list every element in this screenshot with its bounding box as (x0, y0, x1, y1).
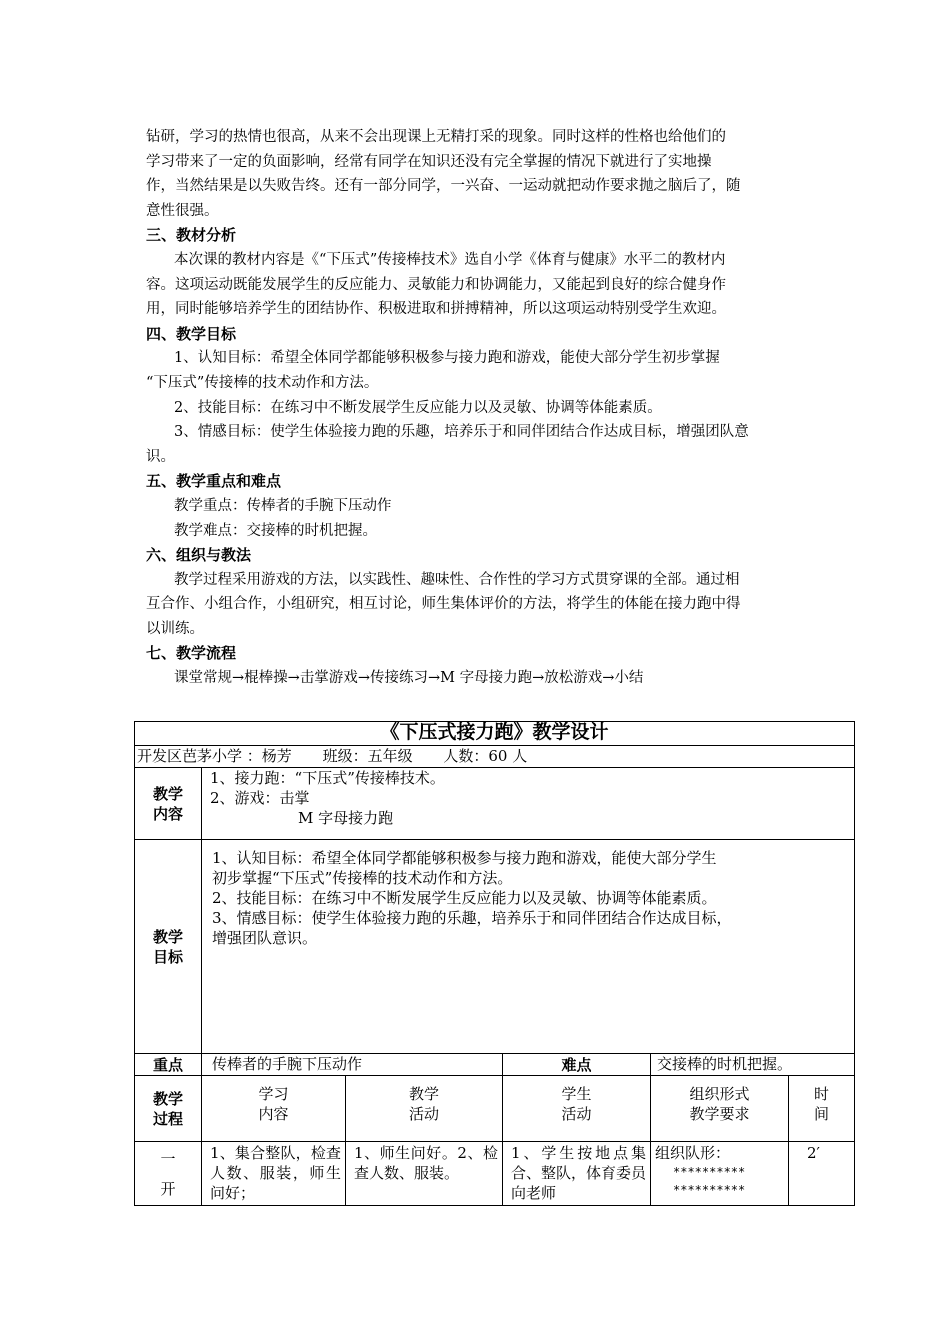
flow-step: 放松游戏 (544, 670, 603, 687)
section-heading: 五、教学重点和难点 (146, 472, 282, 491)
flow-step: 棍棒操 (244, 670, 288, 687)
section-heading: 四、教学目标 (146, 324, 237, 343)
arrow-icon: → (232, 670, 245, 687)
goal-line: 增强团队意识。 (212, 929, 318, 947)
section6-line: 以训练。 (146, 620, 204, 637)
flow-step: 击掌游戏 (299, 670, 358, 687)
arrow-icon: → (532, 670, 545, 687)
content-line: 2、游戏：击掌 (210, 789, 310, 807)
section6-line: 教学过程采用游戏的方法，以实践性、趣味性、合作性的学习方式贯穿课的全部。通过相 (174, 571, 740, 588)
formation-row: ********** (673, 1165, 746, 1179)
teaching-flow (146, 666, 812, 691)
content-cell (202, 768, 855, 840)
row1-organization (651, 1142, 789, 1206)
difficulty-value: 交接棒的时机把握。 (651, 1054, 855, 1076)
process-label: 教学过程 (135, 1076, 202, 1142)
header-time: 时间 (789, 1076, 855, 1142)
section3-line: 本次课的教材内容是《“下压式”传接棒技术》选自小学《体育与健康》水平二的教材内 (174, 251, 726, 268)
stage-cell: 一 开 (135, 1142, 202, 1206)
count-info: 人数：60 人 (443, 747, 528, 765)
content-label: 教学内容 (135, 768, 202, 840)
goal-line: 初步掌握“下压式”传接棒的技术动作和方法。 (212, 869, 513, 887)
header-organization: 组织形式教学要求 (651, 1076, 789, 1142)
goals-label: 教学目标 (135, 840, 202, 1054)
row1-time: 2′ (789, 1142, 855, 1206)
lesson-design-table (134, 721, 855, 1206)
intro-line: 作，当然结果是以失败告终。还有一部分同学，一兴奋、一运动就把动作要求抛之脑后了，随 (146, 178, 741, 195)
difficulty-label: 难点 (503, 1054, 651, 1076)
arrow-icon: → (602, 670, 615, 687)
section-heading: 七、教学流程 (146, 644, 237, 663)
intro-line: 学习带来了一定的负面影响，经常有同学在知识还没有完全掌握的情况下就进行了实地操 (146, 153, 712, 170)
flow-step: M 字母接力跑 (440, 670, 533, 687)
section3-line: 用，同时能够培养学生的团结协作、积极进取和拼搏精神，所以这项运动特别受学生欢迎。 (146, 301, 726, 318)
section5-line: 教学重点：传棒者的手腕下压动作 (174, 497, 392, 514)
goal-line: 2、技能目标：在练习中不断发展学生反应能力以及灵敏、协调等体能素质。 (212, 889, 717, 907)
header-student-activity: 学生活动 (503, 1076, 651, 1142)
goals-cell (202, 840, 855, 1054)
intro-line: 意性很强。 (146, 202, 219, 219)
header-content: 学习内容 (202, 1076, 346, 1142)
arrow-icon: → (357, 670, 370, 687)
table-title: 《下压式接力跑》教学设计 (135, 722, 855, 746)
intro-line: 钻研，学习的热情也很高，从来不会出现课上无精打采的现象。同时这样的性格也给他们的 (146, 129, 726, 145)
flow-step: 传接练习 (369, 670, 428, 687)
content-line: M 字母接力跑 (298, 809, 394, 827)
key-point-label: 重点 (135, 1054, 202, 1076)
section-heading: 三、教材分析 (146, 226, 237, 245)
section5-line: 教学难点：交接棒的时机把握。 (174, 522, 377, 539)
row1-teacher-activity: 1、师生问好。2、检查人数、服装。 (346, 1142, 503, 1206)
row1-student-activity: 1、学生按地点集合、整队，体育委员向老师 (503, 1142, 651, 1206)
goal-line: 3、情感目标：使学生体验接力跑的乐趣，培养乐于和同伴团结合作达成目标， (212, 909, 732, 927)
class-info-row (135, 746, 855, 768)
teacher-info: 开发区芭茅小学 ：杨芳 (137, 747, 292, 765)
section3-line: 容。这项运动既能发展学生的反应能力、灵敏能力和协调能力，又能起到良好的综合健身作 (146, 276, 726, 293)
section4-line: 3、情感目标：使学生体验接力跑的乐趣，培养乐于和同伴团结合作达成目标，增强团队意 (174, 424, 749, 441)
formation-label: 组织队形： (655, 1144, 731, 1162)
section4-line: 2、技能目标：在练习中不断发展学生反应能力以及灵敏、协调等体能素质。 (174, 399, 662, 416)
section4-line: 识。 (146, 448, 175, 465)
header-teacher-activity: 教学活动 (346, 1076, 503, 1142)
section6-line: 互合作、小组合作，小组研究，相互讨论，师生集体评价的方法，将学生的体能在接力跑中得 (146, 596, 741, 613)
section4-line: “下压式”传接棒的技术动作和方法。 (146, 374, 379, 391)
row1-content: 1、集合整队，检查人数、服装，师生问好； (202, 1142, 346, 1206)
section4-line: 1、认知目标：希望全体同学都能够积极参与接力跑和游戏，能使大部分学生初步掌握 (174, 350, 720, 367)
goal-line: 1、认知目标：希望全体同学都能够积极参与接力跑和游戏，能使大部分学生 (212, 849, 717, 867)
arrow-icon: → (427, 670, 441, 687)
key-point-value: 传棒者的手腕下压动作 (202, 1054, 503, 1076)
grade-info: 班级：五年级 (322, 747, 413, 765)
intro-paragraph (146, 125, 812, 691)
arrow-icon: → (287, 670, 300, 687)
formation-row: ********** (673, 1183, 746, 1197)
flow-step: 课堂常规 (174, 670, 232, 687)
flow-step: 小结 (614, 670, 644, 687)
content-line: 1、接力跑：“下压式”传接棒技术。 (210, 769, 445, 787)
section-heading: 六、组织与教法 (146, 546, 252, 565)
